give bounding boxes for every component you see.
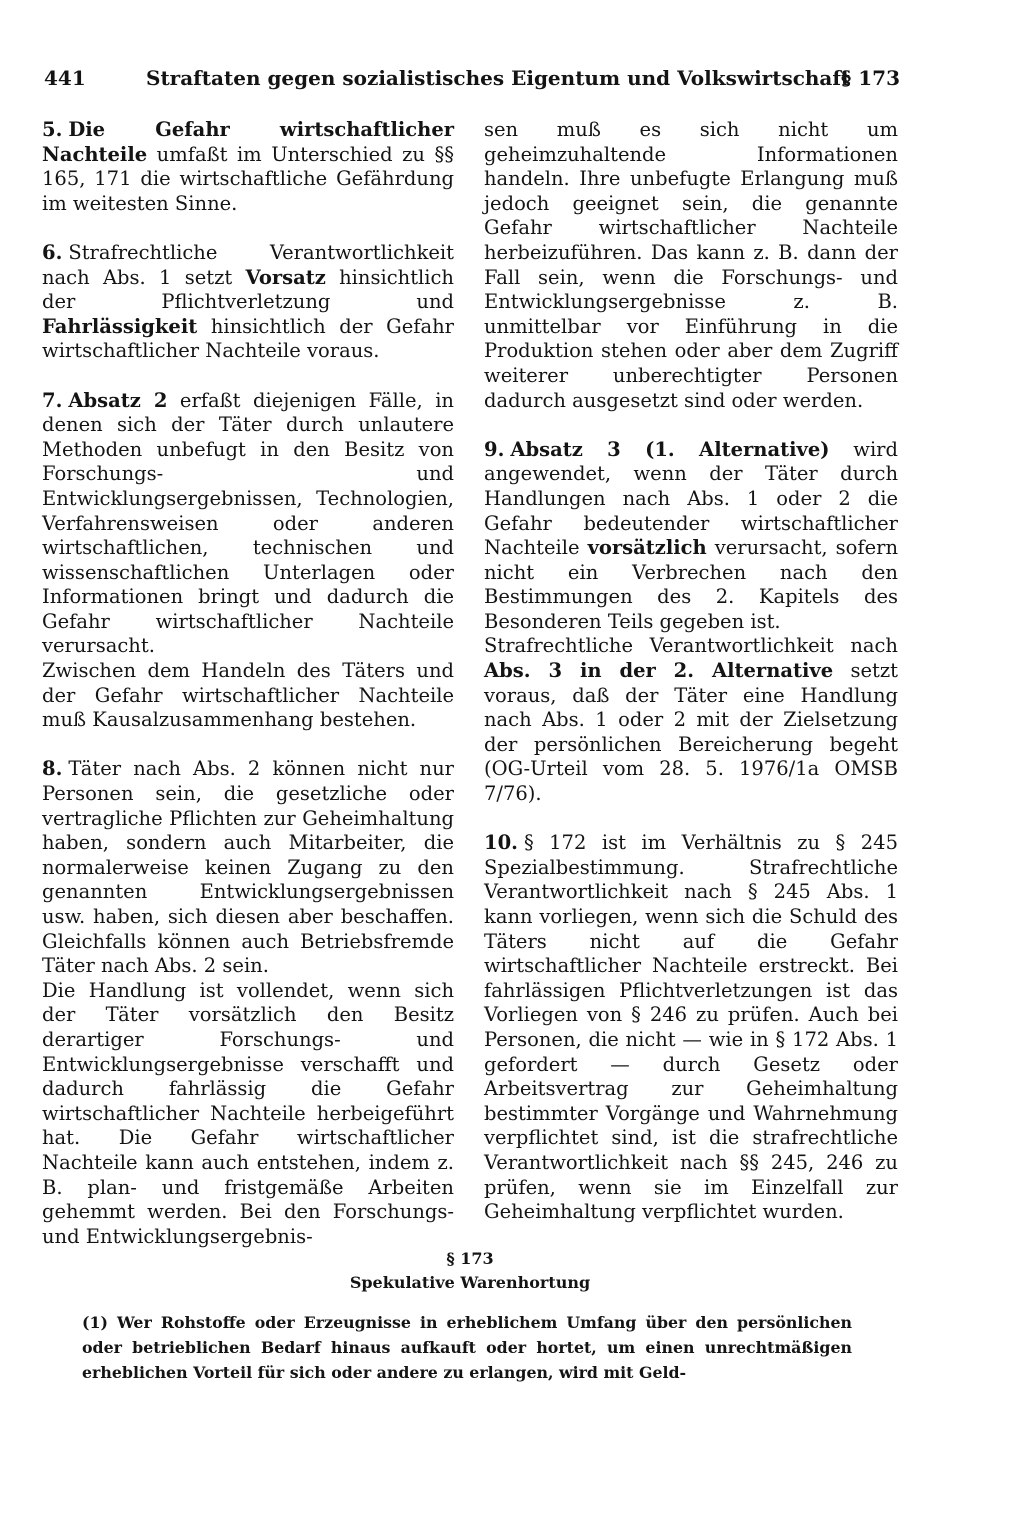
paragraph-8-tail: sen muß es sich nicht um geheimzuhaltende Informationen handeln. Ihre unbefugte Erlangung muß jedoch geeignet sein, die genannte Gefahr wirtschaftlicher Nachteile herbeizuführen. Das kann z. B. dann der Fall sein, wenn die Forschungs- und Entwicklungsergebnisse z. B. unmittelbar vor Einführung in die Produktion stehen oder aber dem Zugriff weiterer unberechtigter Personen dadurch ausgesetzt sind oder werden. [484,118,898,412]
section-number: § 173 [446,1249,494,1268]
section-heading [42,1247,898,1295]
right-column [484,118,898,1225]
section-marker: § 173 [840,66,900,90]
page-number: 441 [44,66,86,90]
paragraph-5: 5. Die Gefahr wirtschaftlicher Nachteile umfaßt im Unterschied zu §§ 165, 171 die wirtschaftliche Gefährdung im weitesten Sinne. [42,118,454,215]
page-header [44,66,900,100]
left-column [42,118,454,1249]
paragraph-8-continued: Die Handlung ist vollendet, wenn sich der Täter vorsätzlich den Besitz derartiger Forschungs- und Entwicklungsergebnisse verschafft und dadurch fahrlässig die Gefahr wirtschaftlicher Nachteile herbeigeführt hat. Die Gefahr wirtschaftlicher Nachteile kann auch entstehen, indem z. B. plan- und fristgemäße Arbeiten gehemmt werden. Bei den Forschungs- und Entwicklungsergebnis- [42,978,454,1248]
paragraph-9-continued: Strafrechtliche Verantwortlichkeit nach Abs. 3 in der 2. Alternative setzt voraus, daß der Täter eine Handlung nach Abs. 1 oder 2 mit der Zielsetzung der persönlichen Bereicherung begeht (OG-Urteil vom 28. 5. 1976/1a OMSB 7/76). [484,634,898,806]
paragraph-8: 8. Täter nach Abs. 2 können nicht nur Personen sein, die gesetzliche oder vertragliche Pflichten zur Geheimhaltung haben, sondern auch Mitarbeiter, die normalerweise keinen Zugang zu den genannten Entwicklungsergebnissen usw. haben, sich diesen aber beschaffen. Gleichfalls können auch Betriebsfremde Täter nach Abs. 2 sein. [42,757,454,978]
paragraph-6: 6. Strafrechtliche Verantwortlichkeit nach Abs. 1 setzt Vorsatz hinsichtlich der Pflichtverletzung und Fahrlässigkeit hinsichtlich der Gefahr wirtschaftlicher Nachteile voraus. [42,240,454,363]
paragraph-9: 9. Absatz 3 (1. Alternative) wird angewendet, wenn der Täter durch Handlungen nach Abs. 1 oder 2 die Gefahr bedeutender wirtschaftlicher Nachteile vorsätzlich verursacht, sofern nicht ein Verbrechen nach den Bestimmungen des 2. Kapitels des Besonderen Teils gegeben ist. [484,437,899,633]
statute-paragraph-1: (1) Wer Rohstoffe oder Erzeugnisse in erheblichem Umfang über den persönlichen oder betrieblichen Bedarf hinaus aufkauft oder hortet, um einen unrechtmäßigen erheblichen Vorteil für sich oder andere zu erlangen, wird mit Geld- [82,1313,852,1382]
paragraph-10: 10. § 172 ist im Verhältnis zu § 245 Spezialbestimmung. Strafrechtliche Verantwortlichkeit nach § 245 Abs. 1 kann vorliegen, wenn sich die Schuld des Täters nicht auf die Gefahr wirtschaftlicher Nachteile erstreckt. Bei fahrlässigen Pflichtverletzungen ist das Vorliegen von § 246 zu prüfen. Auch bei Personen, die nicht — wie in § 172 Abs. 1 gefordert — durch Gesetz oder Arbeitsvertrag zur Geheimhaltung bestimmter Vorgänge und Wahrnehmung verpflichtet sind, ist die strafrechtliche Verantwortlichkeit nach §§ 245, 246 zu prüfen, wenn sie im Einzelfall zur Geheimhaltung verpflichtet wurden. [484,831,898,1224]
paragraph-7-continued: Zwischen dem Handeln des Täters und der Gefahr wirtschaftlicher Nachteile muß Kausalzusammenhang bestehen. [42,659,454,732]
running-title: Straftaten gegen sozialistisches Eigentum und Volkswirtschaft [146,66,851,90]
section-title: Spekulative Warenhortung [349,1273,591,1292]
paragraph-7: 7. Absatz 2 erfaßt diejenigen Fälle, in denen sich der Täter durch unlautere Methoden unbefugt in den Besitz von Forschungs- und Entwicklungsergebnissen, Technologien, Verfahrensweisen oder anderen wirtschaftlichen, technischen und wissenschaftlichen Unterlagen oder Informationen bringt und dadurch die Gefahr wirtschaftlicher Nachteile verursacht. [42,388,454,658]
